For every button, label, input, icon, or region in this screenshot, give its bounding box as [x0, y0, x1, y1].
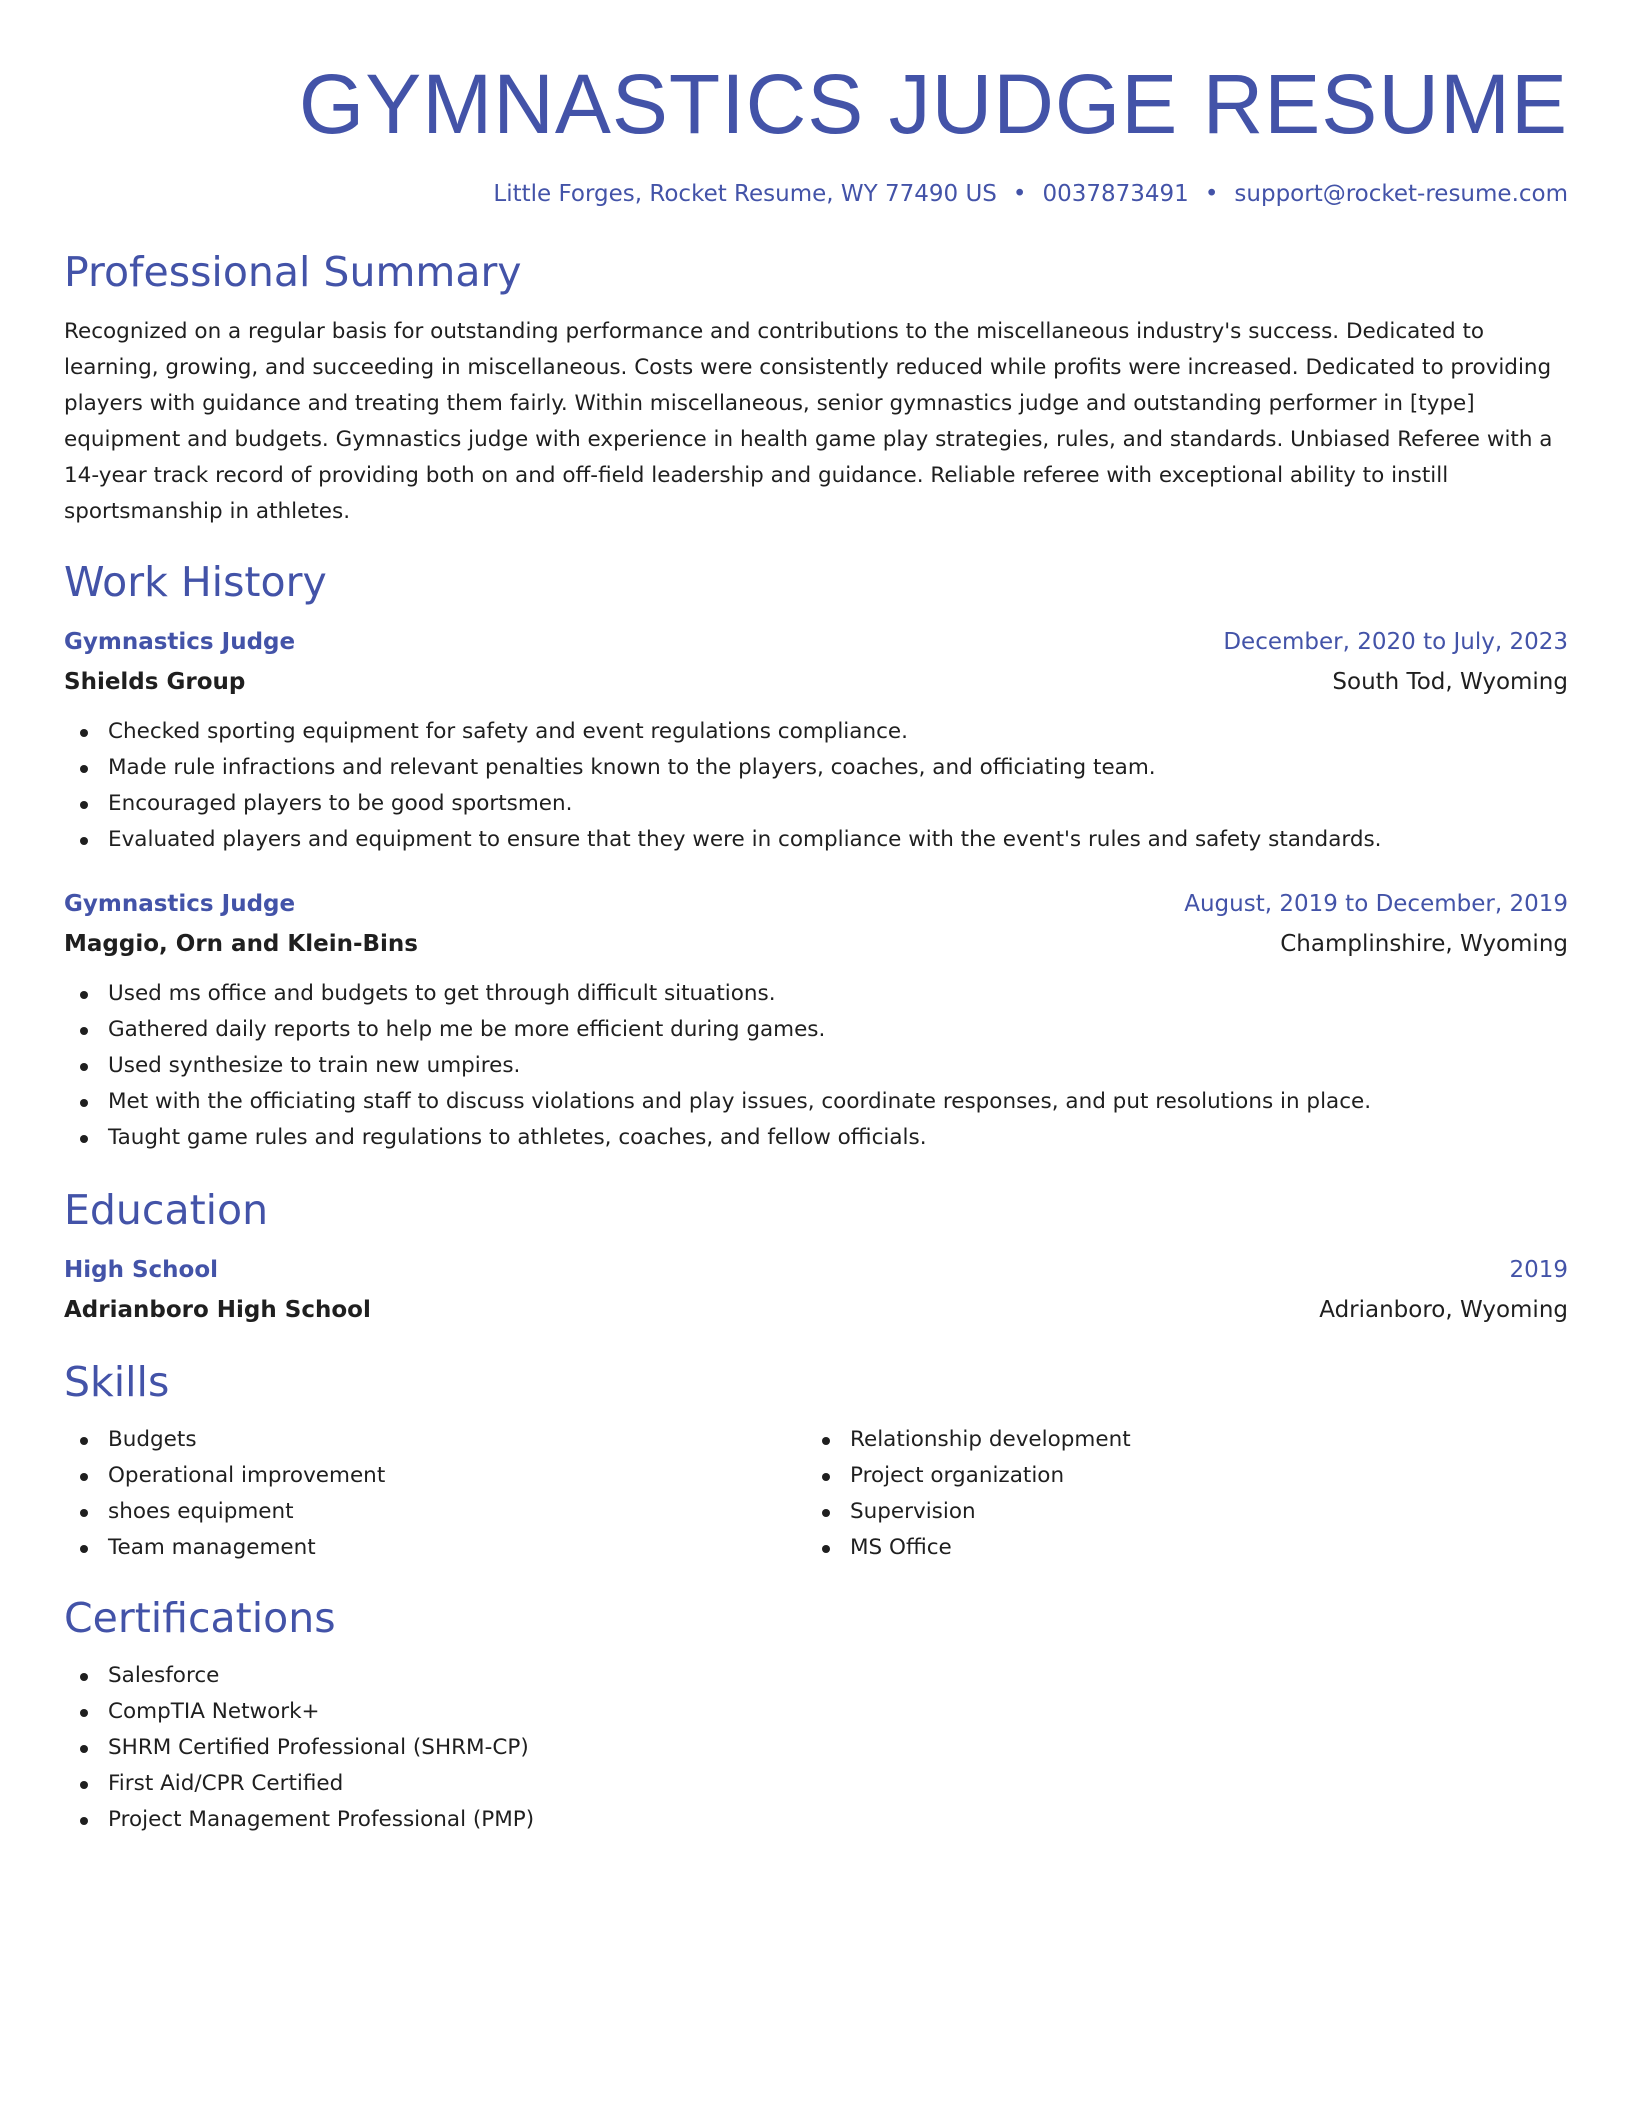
- contact-separator: •: [1204, 181, 1219, 207]
- school-location: Adrianboro, Wyoming: [1319, 1297, 1568, 1323]
- job-duties: [64, 714, 1568, 858]
- list-item: MS Office: [806, 1530, 1548, 1566]
- list-item: shoes equipment: [64, 1494, 806, 1530]
- work-history-section: [64, 556, 1568, 1156]
- contact-line: [64, 178, 1568, 210]
- graduation-year: 2019: [1509, 1257, 1568, 1283]
- skills-heading: Skills: [64, 1358, 170, 1406]
- certifications-section: [64, 1592, 1568, 1838]
- degree: High School: [64, 1257, 219, 1283]
- list-item: Relationship development: [806, 1422, 1548, 1458]
- list-item: CompTIA Network+: [64, 1694, 1568, 1730]
- list-item: Encouraged players to be good sportsmen.: [64, 786, 1568, 822]
- education-heading: Education: [64, 1186, 269, 1234]
- address: Little Forges, Rocket Resume, WY 77490 US: [493, 181, 997, 207]
- email-link[interactable]: support@rocket-resume.com: [1234, 181, 1568, 207]
- list-item: Made rule infractions and relevant penalties known to the players, coaches, and officiating team.: [64, 750, 1568, 786]
- company-name: Maggio, Orn and Klein-Bins: [64, 931, 418, 957]
- list-item: Met with the officiating staff to discuss violations and play issues, coordinate responses, and put resolutions in place.: [64, 1084, 1568, 1120]
- list-item: Used synthesize to train new umpires.: [64, 1048, 1568, 1084]
- job-duties: [64, 976, 1568, 1156]
- skills-column-left: [64, 1422, 806, 1566]
- list-item: Checked sporting equipment for safety and event regulations compliance.: [64, 714, 1568, 750]
- phone: 0037873491: [1042, 181, 1189, 207]
- work-history-heading: Work History: [64, 558, 327, 606]
- resume-title: GYMNASTICS JUDGE RESUME: [298, 57, 1568, 151]
- school-name: Adrianboro High School: [64, 1297, 371, 1323]
- job-entry: [64, 884, 1568, 1156]
- list-item: Gathered daily reports to help me be more efficient during games.: [64, 1012, 1568, 1048]
- job-dates: August, 2019 to December, 2019: [1184, 891, 1568, 917]
- list-item: Evaluated players and equipment to ensure that they were in compliance with the event's rules and safety standards.: [64, 822, 1568, 858]
- list-item: Taught game rules and regulations to athletes, coaches, and fellow officials.: [64, 1120, 1568, 1156]
- summary-text: Recognized on a regular basis for outstanding performance and contributions to the miscellaneous industry's success. Dedicated to learning, growing, and succeeding in miscellaneous. Costs were consistently reduced while profits were increased. Dedicated to providing players with guidance and treating them fairly. Within miscellaneous, senior gymnastics judge and outstanding performer in [type] equipment and budgets. Gymnastics judge with experience in health game play strategies, rules, and standards. Unbiased Referee with a 14-year track record of providing both on and off-field leadership and guidance. Reliable referee with exceptional ability to instill sportsmanship in athletes.: [64, 319, 1553, 524]
- list-item: Salesforce: [64, 1658, 1568, 1694]
- job-header: [64, 622, 1568, 662]
- list-item: Budgets: [64, 1422, 806, 1458]
- school-row: [64, 1290, 1568, 1330]
- skills-grid: [64, 1422, 1568, 1566]
- job-title: Gymnastics Judge: [64, 891, 296, 917]
- job-location: South Tod, Wyoming: [1332, 669, 1568, 695]
- job-location: Champlinshire, Wyoming: [1280, 931, 1568, 957]
- summary-heading: Professional Summary: [64, 248, 522, 296]
- job-entry: [64, 622, 1568, 858]
- education-entry: [64, 1250, 1568, 1330]
- list-item: Team management: [64, 1530, 806, 1566]
- contact-separator: •: [1012, 181, 1027, 207]
- job-title: Gymnastics Judge: [64, 629, 296, 655]
- company-name: Shields Group: [64, 669, 246, 695]
- education-header: [64, 1250, 1568, 1290]
- list-item: Operational improvement: [64, 1458, 806, 1494]
- certifications-list: [64, 1658, 1568, 1838]
- job-dates: December, 2020 to July, 2023: [1223, 629, 1568, 655]
- list-item: Project Management Professional (PMP): [64, 1802, 1568, 1838]
- list-item: Project organization: [806, 1458, 1548, 1494]
- skills-section: [64, 1356, 1568, 1566]
- summary-section: [64, 246, 1568, 530]
- certifications-heading: Certifications: [64, 1594, 336, 1642]
- list-item: SHRM Certified Professional (SHRM-CP): [64, 1730, 1568, 1766]
- resume-page: [64, 0, 1568, 1838]
- job-company-row: [64, 662, 1568, 702]
- list-item: First Aid/CPR Certified: [64, 1766, 1568, 1802]
- job-header: [64, 884, 1568, 924]
- list-item: Supervision: [806, 1494, 1548, 1530]
- education-section: [64, 1184, 1568, 1330]
- job-company-row: [64, 924, 1568, 964]
- skills-column-right: [806, 1422, 1548, 1566]
- list-item: Used ms office and budgets to get through difficult situations.: [64, 976, 1568, 1012]
